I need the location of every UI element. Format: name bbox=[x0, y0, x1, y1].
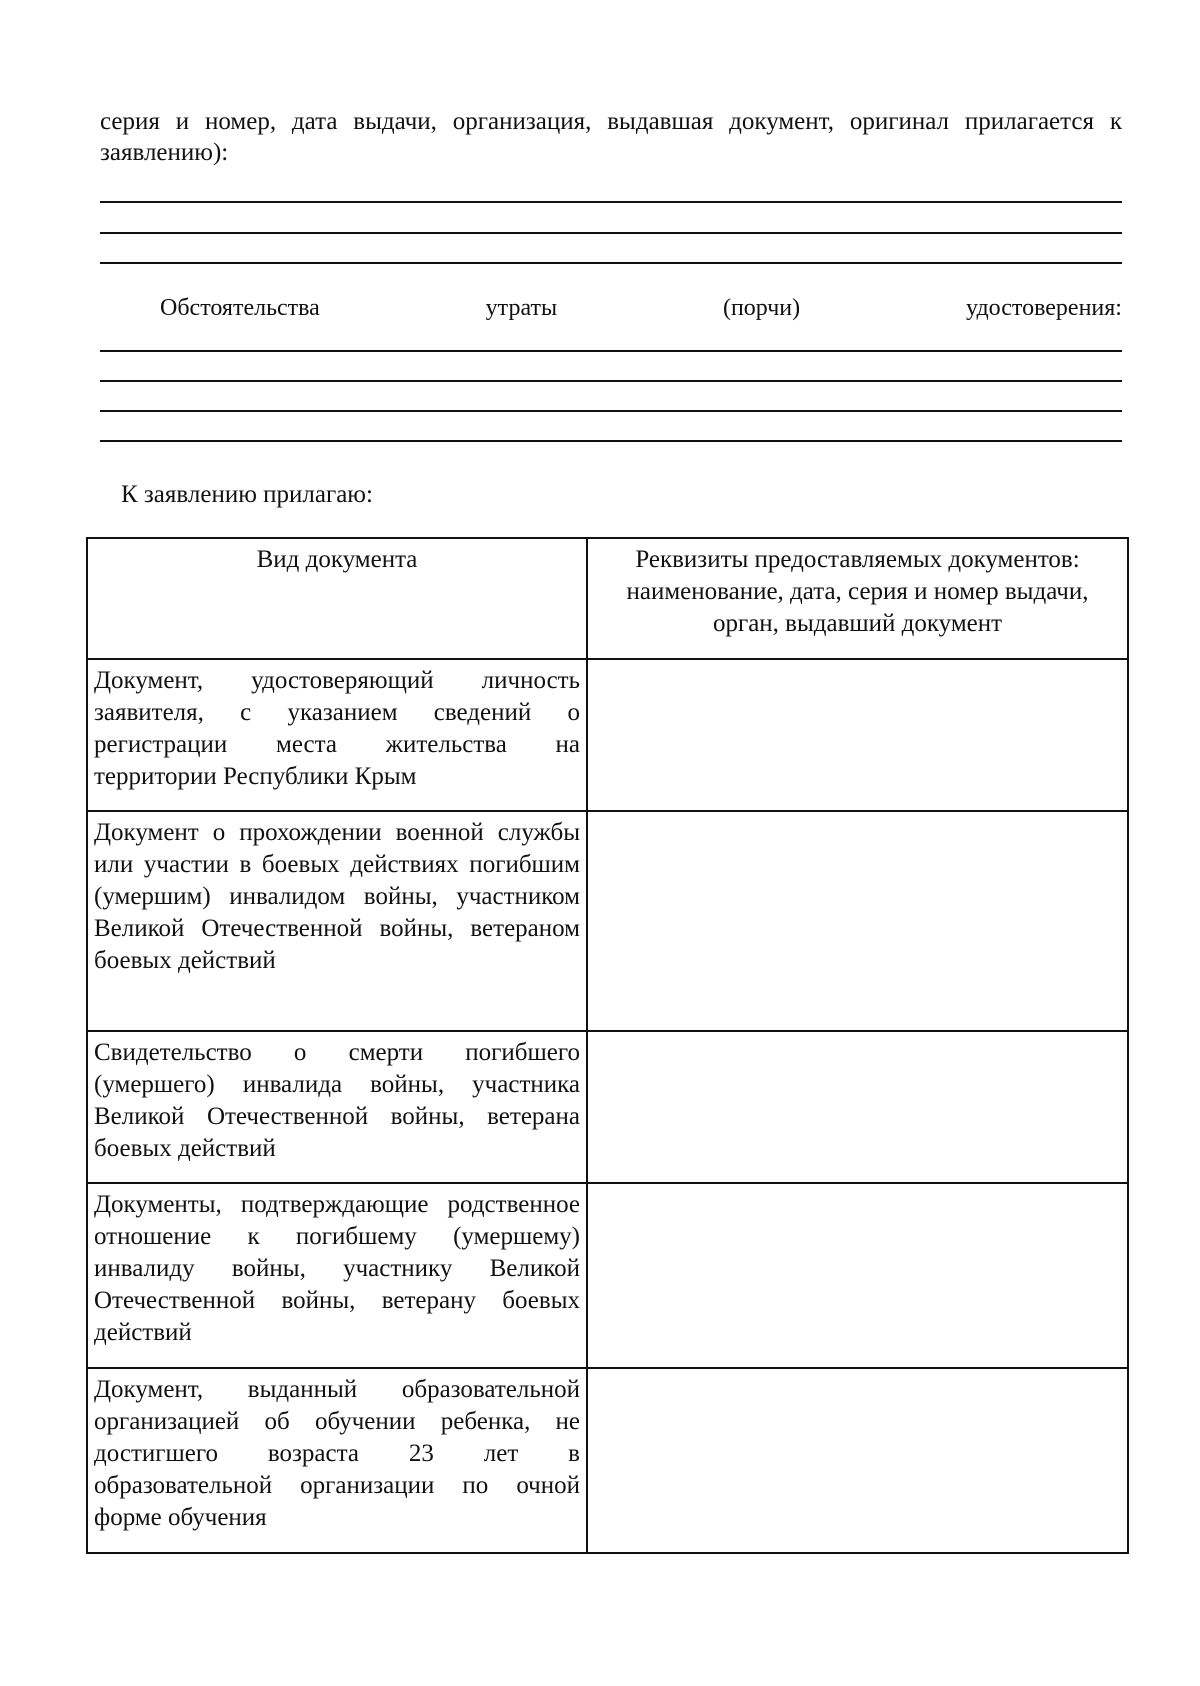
document-info-caption: серия и номер, дата выдачи, организация, выдавшая документ, оригинал прилагается к заявлению): bbox=[100, 108, 1122, 166]
doc-details-cell[interactable] bbox=[587, 811, 1128, 1031]
doc-type-cell: Документ о прохождении военной службы или участии в боевых действиях погибшим (умершим) инвалидом войны, участником Великой Отечественной войны, ветераном боевых действий bbox=[87, 811, 587, 1031]
circumstances-word-3: (порчи) bbox=[722, 295, 801, 321]
table-row bbox=[87, 1368, 1128, 1553]
table-row bbox=[87, 811, 1128, 1031]
document-info-line-1[interactable] bbox=[100, 201, 1122, 203]
attachments-table bbox=[86, 537, 1129, 1554]
circumstances-line-2[interactable] bbox=[100, 380, 1122, 382]
attachments-heading: К заявлению прилагаю: bbox=[121, 481, 373, 508]
doc-details-cell[interactable] bbox=[587, 659, 1128, 811]
circumstances-line-1[interactable] bbox=[100, 350, 1122, 352]
column-header-details: Реквизиты предоставляемых документов: наименование, дата, серия и номер выдачи, орган, выдавший документ bbox=[587, 538, 1128, 659]
circumstances-word-2: утраты bbox=[485, 295, 558, 321]
table-header-row bbox=[87, 538, 1128, 659]
table-row bbox=[87, 1183, 1128, 1368]
circumstances-line-4[interactable] bbox=[100, 440, 1122, 442]
circumstances-line-3[interactable] bbox=[100, 410, 1122, 412]
doc-type-cell: Документ, удостоверяющий личность заявителя, с указанием сведений о регистрации места жительства на территории Республики Крым bbox=[87, 659, 587, 811]
doc-details-cell[interactable] bbox=[587, 1183, 1128, 1368]
doc-type-cell: Документы, подтверждающие родственное отношение к погибшему (умершему) инвалиду войны, участнику Великой Отечественной войны, ветерану боевых действий bbox=[87, 1183, 587, 1368]
doc-details-cell[interactable] bbox=[587, 1031, 1128, 1183]
circumstances-word-4: удостоверения: bbox=[965, 295, 1122, 321]
doc-type-cell: Свидетельство о смерти погибшего (умершего) инвалида войны, участника Великой Отечественной войны, ветерана боевых действий bbox=[87, 1031, 587, 1183]
circumstances-label bbox=[160, 293, 1122, 323]
table-row bbox=[87, 659, 1128, 811]
table-row bbox=[87, 1031, 1128, 1183]
document-info-line-2[interactable] bbox=[100, 232, 1122, 234]
doc-details-cell[interactable] bbox=[587, 1368, 1128, 1553]
column-header-type: Вид документа bbox=[87, 538, 587, 659]
circumstances-word-1: Обстоятельства bbox=[160, 295, 320, 321]
doc-type-cell: Документ, выданный образовательной организацией об обучении ребенка, не достигшего возраста 23 лет в образовательной организации по очной форме обучения bbox=[87, 1368, 587, 1553]
document-info-line-3[interactable] bbox=[100, 262, 1122, 264]
